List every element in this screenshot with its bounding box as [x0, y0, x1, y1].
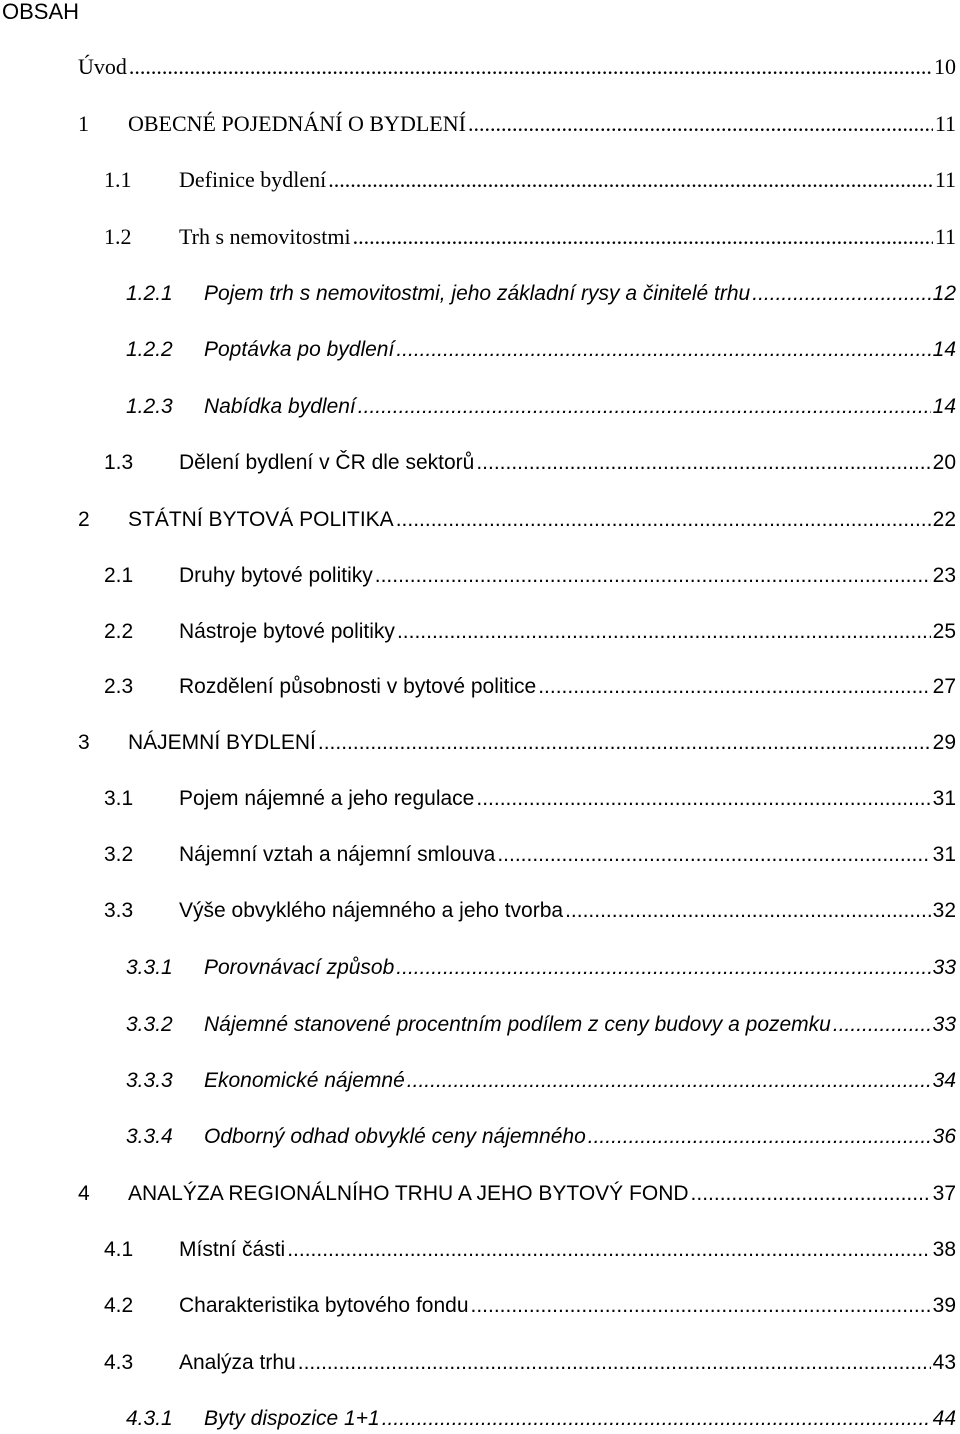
toc-entry-page: 31 — [932, 787, 956, 810]
toc-entry-text: Místní části — [179, 1238, 286, 1261]
toc-entry-subsection-1-2-2[interactable] — [126, 335, 956, 365]
toc-entry-section-2-1[interactable] — [104, 561, 956, 591]
toc-entry-number: 3.3.2 — [126, 1013, 173, 1036]
toc-entry-number: 4 — [78, 1182, 90, 1205]
toc-entry-text: Druhy bytové politiky — [179, 564, 373, 587]
toc-entry-number: 1.2.2 — [126, 338, 173, 361]
toc-entry-page: 44 — [932, 1407, 956, 1430]
dot-leader — [328, 165, 933, 195]
dot-leader — [298, 1348, 931, 1378]
toc-entry-subsection-4-3-1[interactable] — [126, 1404, 956, 1434]
toc-entry-subsection-1-2-1[interactable] — [126, 279, 956, 309]
toc-entry-page: 14 — [932, 395, 956, 418]
toc-entry-page: 27 — [932, 675, 956, 698]
toc-entry-subsection-3-3-1[interactable] — [126, 953, 956, 983]
toc-entry-number: 1 — [78, 111, 89, 136]
toc-entry-section-3-2[interactable] — [104, 840, 956, 870]
toc-entry-page: 32 — [932, 899, 956, 922]
toc-entry-number: 3.3.4 — [126, 1125, 173, 1148]
toc-entry-text: STÁTNÍ BYTOVÁ POLITIKA — [128, 508, 394, 531]
dot-leader — [538, 672, 930, 702]
toc-entry-page: 11 — [934, 111, 956, 136]
toc-entry-page: 33 — [932, 956, 956, 979]
toc-entry-subsection-3-3-4[interactable] — [126, 1122, 956, 1152]
toc-entry-text: NÁJEMNÍ BYDLENÍ — [128, 731, 316, 754]
toc-entry-uvod[interactable] — [78, 52, 956, 82]
dot-leader — [833, 1010, 931, 1040]
toc-entry-page: 29 — [932, 731, 956, 754]
toc-entry-text: Pojem nájemné a jeho regulace — [179, 787, 475, 810]
toc-entry-section-1-1[interactable] — [104, 165, 956, 195]
dot-leader — [375, 561, 931, 591]
toc-entry-chapter-4[interactable] — [78, 1179, 956, 1209]
toc-entry-text: Nabídka bydlení — [204, 395, 356, 418]
dot-leader — [752, 279, 930, 309]
toc-entry-text: Poptávka po bydlení — [204, 338, 395, 361]
toc-entry-subsection-1-2-3[interactable] — [126, 392, 956, 422]
toc-entry-chapter-2[interactable] — [78, 505, 956, 535]
toc-entry-number: 3.2 — [104, 843, 134, 866]
toc-entry-page: 38 — [932, 1238, 956, 1261]
toc-entry-text: Definice bydlení — [179, 167, 327, 192]
toc-entry-number: 4.1 — [104, 1238, 134, 1261]
toc-entry-text: Rozdělení působnosti v bytové politice — [179, 675, 537, 698]
toc-entry-page: 22 — [932, 508, 956, 531]
toc-entry-text: Úvod — [78, 54, 127, 79]
toc-entry-number: 4.2 — [104, 1294, 134, 1317]
toc-entry-text: Nájemní vztah a nájemní smlouva — [179, 843, 496, 866]
dot-leader — [396, 335, 930, 365]
dot-leader — [287, 1235, 930, 1265]
toc-entry-number: 3.3.1 — [126, 956, 173, 979]
dot-leader — [407, 1066, 931, 1096]
toc-entry-page: 39 — [932, 1294, 956, 1317]
toc-entry-text: Analýza trhu — [179, 1351, 296, 1374]
toc-entry-page: 20 — [932, 451, 956, 474]
toc-entry-text: Ekonomické nájemné — [204, 1069, 405, 1092]
toc-entry-page: 36 — [932, 1125, 956, 1148]
toc-entry-number: 4.3.1 — [126, 1407, 173, 1430]
toc-entry-section-3-1[interactable] — [104, 784, 956, 814]
toc-entry-section-4-1[interactable] — [104, 1235, 956, 1265]
toc-entry-section-1-3[interactable] — [104, 448, 956, 478]
toc-entry-text: Charakteristika bytového fondu — [179, 1294, 469, 1317]
dot-leader — [353, 222, 933, 252]
toc-entry-page: 43 — [932, 1351, 956, 1374]
dot-leader — [129, 52, 932, 82]
toc-entry-number: 2.1 — [104, 564, 134, 587]
toc-entry-chapter-3[interactable] — [78, 728, 956, 758]
toc-entry-number: 2.3 — [104, 675, 134, 698]
toc-entry-text: Dělení bydlení v ČR dle sektorů — [179, 451, 475, 474]
dot-leader — [468, 109, 933, 139]
toc-entry-section-1-2[interactable] — [104, 222, 956, 252]
toc-entry-section-4-2[interactable] — [104, 1291, 956, 1321]
dot-leader — [565, 896, 931, 926]
toc-entry-page: 37 — [932, 1182, 956, 1205]
toc-entry-number: 2.2 — [104, 620, 134, 643]
toc-entry-number: 1.2.1 — [126, 282, 173, 305]
toc-entry-text: Trh s nemovitostmi — [179, 224, 351, 249]
toc-entry-text: OBECNÉ POJEDNÁNÍ O BYDLENÍ — [128, 111, 466, 136]
toc-entry-text: Pojem trh s nemovitostmi, jeho základní rysy a činitelé trhu — [204, 282, 751, 305]
toc-entry-section-2-3[interactable] — [104, 672, 956, 702]
dot-leader — [497, 840, 930, 870]
toc-entry-page: 12 — [932, 282, 956, 305]
toc-title: OBSAH — [2, 0, 80, 24]
toc-entry-text: Nástroje bytové politiky — [179, 620, 395, 643]
toc-entry-number: 1.2.3 — [126, 395, 173, 418]
toc-entry-page: 11 — [934, 224, 956, 249]
toc-entry-number: 1.3 — [104, 451, 134, 474]
toc-entry-text: ANALÝZA REGIONÁLNÍHO TRHU A JEHO BYTOVÝ FOND — [128, 1182, 689, 1205]
toc-entry-number: 3.3 — [104, 899, 134, 922]
dot-leader — [397, 617, 931, 647]
toc-entry-number: 3.1 — [104, 787, 134, 810]
dot-leader — [476, 784, 930, 814]
toc-entry-page: 11 — [934, 167, 956, 192]
toc-entry-text: Porovnávací způsob — [204, 956, 395, 979]
toc-entry-text: Výše obvyklého nájemného a jeho tvorba — [179, 899, 564, 922]
toc-entry-page: 14 — [932, 338, 956, 361]
dot-leader — [318, 728, 931, 758]
toc-entry-subsection-3-3-3[interactable] — [126, 1066, 956, 1096]
toc-entry-subsection-3-3-2[interactable] — [126, 1010, 956, 1040]
toc-entry-section-4-3[interactable] — [104, 1348, 956, 1378]
toc-entry-page: 23 — [932, 564, 956, 587]
dot-leader — [382, 1404, 931, 1434]
dot-leader — [396, 505, 931, 535]
toc-entry-number: 4.3 — [104, 1351, 134, 1374]
toc-entry-text: Nájemné stanovené procentním podílem z ceny budovy a pozemku — [204, 1013, 831, 1036]
dot-leader — [476, 448, 930, 478]
toc-entry-text: Odborný odhad obvyklé ceny nájemného — [204, 1125, 586, 1148]
toc-entry-page: 25 — [932, 620, 956, 643]
toc-entry-number: 1.1 — [104, 167, 132, 192]
toc-entry-number: 1.2 — [104, 224, 132, 249]
toc-entry-section-2-2[interactable] — [104, 617, 956, 647]
toc-entry-page: 31 — [932, 843, 956, 866]
toc-entry-section-3-3[interactable] — [104, 896, 956, 926]
toc-entry-page: 34 — [932, 1069, 956, 1092]
dot-leader — [691, 1179, 931, 1209]
toc-entry-page: 10 — [934, 54, 956, 79]
dot-leader — [396, 953, 930, 983]
toc-entry-text: Byty dispozice 1+1 — [204, 1407, 380, 1430]
dot-leader — [358, 392, 931, 422]
toc-entry-number: 3.3.3 — [126, 1069, 173, 1092]
toc-entry-chapter-1[interactable] — [78, 109, 956, 139]
dot-leader — [588, 1122, 931, 1152]
toc-entry-page: 33 — [932, 1013, 956, 1036]
toc-entry-number: 2 — [78, 508, 90, 531]
toc-entry-number: 3 — [78, 731, 90, 754]
dot-leader — [471, 1291, 931, 1321]
